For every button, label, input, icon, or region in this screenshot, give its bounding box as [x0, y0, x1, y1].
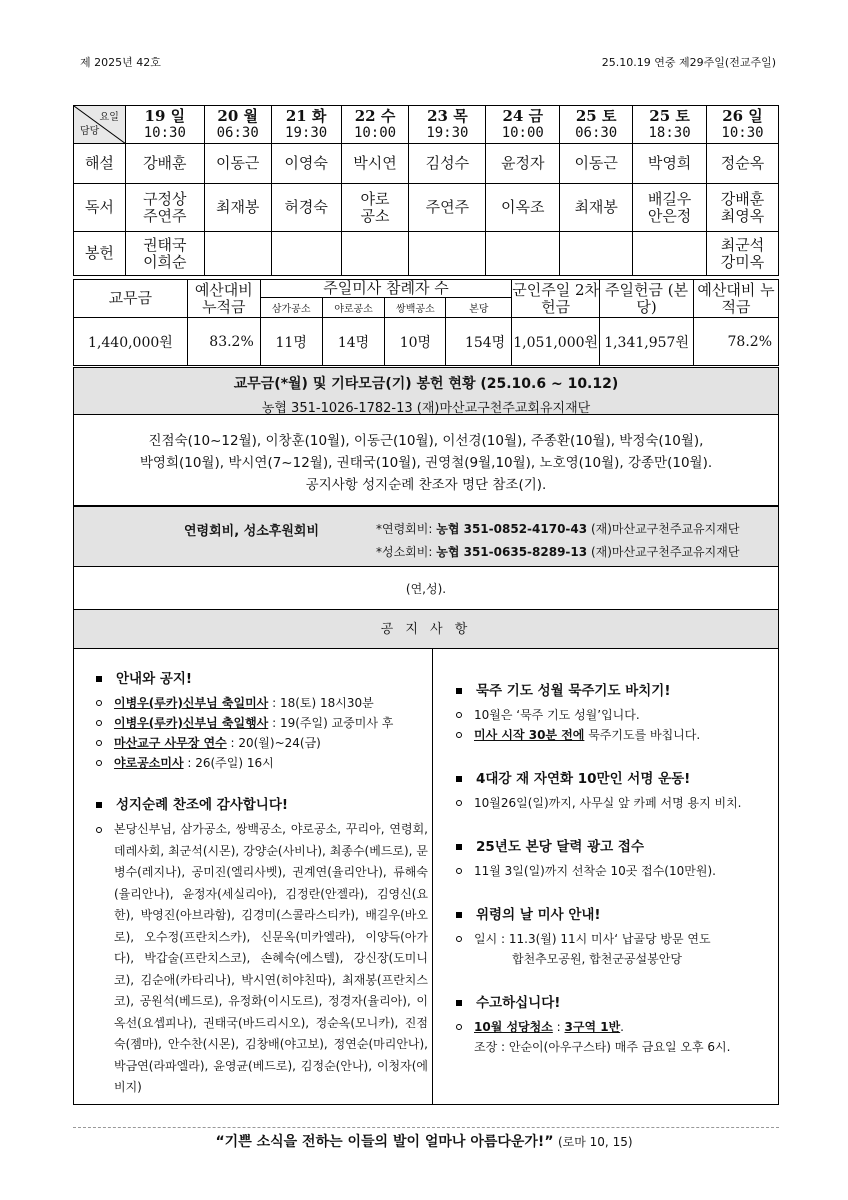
notice-section-title: [452, 679, 770, 699]
day-time: 06:30: [216, 124, 259, 141]
finance-table: [73, 279, 779, 366]
day-header: [204, 106, 271, 144]
schedule-cell: [409, 144, 486, 184]
notice-item-continued: 조장 : 안순이(아우구스타) 매주 금요일 오후 6시.: [474, 1040, 731, 1054]
schedule-row: [74, 144, 779, 184]
day-name: 25 토: [575, 106, 617, 125]
circle-bullet-icon: [456, 712, 462, 718]
notice-item-text: : 26(주일) 16시: [183, 756, 274, 770]
membership-account: 농협 351-0852-4170-43: [436, 522, 588, 536]
day-name: 20 월: [217, 106, 258, 125]
assignee-name: 배길우: [647, 189, 692, 208]
square-bullet-icon: [456, 912, 462, 918]
assignee-name: 이영숙: [284, 154, 328, 172]
day-time: 18:30: [648, 124, 691, 141]
assignee-name: 주연주: [425, 198, 470, 216]
notice-section-text: 4대강 재 자연화 10만인 서명 운동!: [476, 771, 691, 787]
schedule-cell: [341, 184, 409, 232]
schedule-cell: [707, 184, 779, 232]
schedule-cell: [271, 232, 341, 276]
budget-header-1: 예산대비 누적금: [187, 280, 260, 318]
notice-item: [452, 929, 770, 949]
circle-bullet-icon: [456, 1024, 462, 1030]
budget-value-1: 83.2%: [187, 318, 260, 366]
day-name: 22 수: [354, 106, 396, 125]
schedule-body: [74, 144, 779, 276]
notices-body: [73, 648, 779, 1105]
notice-section-title: [92, 793, 428, 813]
schedule-cell: [341, 144, 409, 184]
notice-item-text: 10월26일(일)까지, 사무실 앞 카페 서명 용지 비치.: [474, 796, 742, 810]
day-time: 10:00: [353, 124, 397, 141]
notice-item-emphasis: 마산교구 사무장 연수: [114, 736, 227, 750]
schedule-role: 독서: [74, 184, 126, 232]
schedule-row: [74, 184, 779, 232]
notices-right-column: [452, 657, 770, 1057]
corner-role-label: 담당: [80, 126, 100, 137]
kyomu-value: 1,440,000원: [74, 318, 188, 366]
assignee-name: 최재봉: [215, 198, 260, 216]
circle-bullet-icon: [96, 760, 102, 766]
notice-item-text: :: [552, 1020, 565, 1034]
budget-header-2: 예산대비 누적금: [694, 280, 779, 318]
day-name: 25 토: [649, 106, 690, 125]
day-header: [633, 106, 707, 144]
footer-quote: [0, 1131, 848, 1151]
schedule-cell: [486, 232, 560, 276]
notice-item: [452, 705, 770, 725]
notice-item: [92, 733, 428, 753]
schedule-cell: [633, 144, 707, 184]
circle-bullet-icon: [96, 740, 102, 746]
notice-item-text: 10월은 ‘묵주 기도 성월’입니다.: [474, 708, 640, 722]
assignee-name: 이희순: [143, 252, 187, 271]
square-bullet-icon: [456, 1000, 462, 1006]
quote-reference: (로마 10, 15): [557, 1135, 633, 1149]
assignee-name: 최재봉: [574, 198, 618, 216]
schedule-cell: [204, 232, 271, 276]
notice-item: [92, 713, 428, 733]
schedule-cell: [409, 184, 486, 232]
assignee-name: 권태국: [143, 235, 187, 254]
assignee-name: 안은정: [647, 206, 692, 225]
schedule-cell: [125, 232, 204, 276]
schedule-cell: [560, 144, 633, 184]
attendance-value: 11명: [260, 318, 322, 366]
circle-bullet-icon: [96, 720, 102, 726]
notice-item: [92, 693, 428, 713]
attendance-value: 154명: [446, 318, 512, 366]
membership-list: (연,성).: [73, 566, 779, 610]
notices-title: 공 지 사 항: [73, 609, 779, 649]
membership-line-1: [376, 520, 739, 537]
notice-item-emphasis: 야로공소미사: [114, 756, 184, 770]
offering-line: 진점숙(10~12월), 이창훈(10월), 이동근(10월), 이선경(10월), 주종환(10월), 박정숙(10월),: [148, 433, 704, 449]
notice-item-continued: 합천추모공원, 합천군공설봉안당: [512, 952, 682, 966]
schedule-cell: [560, 232, 633, 276]
offering-header: [73, 367, 779, 415]
day-header: [486, 106, 560, 144]
day-header: [125, 106, 204, 144]
square-bullet-icon: [456, 688, 462, 694]
notice-item-emphasis: 10월 성당청소: [474, 1020, 553, 1034]
notice-section-text: 묵주 기도 성월 묵주기도 바치기!: [476, 683, 671, 699]
offering-line: 공지사항 성지순례 찬조자 명단 참조(기).: [305, 477, 547, 493]
schedule-cell: [125, 184, 204, 232]
schedule-cell: [633, 232, 707, 276]
notice-item-text: .: [620, 1020, 624, 1034]
notice-section-text: 안내와 공지!: [116, 671, 193, 687]
corner-day-label: 요일: [99, 112, 119, 123]
schedule-cell: [125, 144, 204, 184]
day-time: 10:30: [143, 124, 186, 141]
schedule-cell: [707, 232, 779, 276]
square-bullet-icon: [96, 676, 102, 682]
assignee-name: 강미옥: [720, 252, 765, 271]
schedule-cell: [341, 232, 409, 276]
notice-item-emphasis: 미사 시작 30분 전에: [474, 728, 585, 742]
offering-account: 농협 351-1026-1782-13 (재)마산교구천주교회유지재단: [261, 401, 591, 416]
notice-section-text: 수고하십니다!: [476, 995, 561, 1011]
day-header: [409, 106, 486, 144]
assignee-name: 강배훈: [720, 189, 765, 208]
day-time: 19:30: [285, 124, 328, 141]
notice-item-text: 일시 : 11.3(월) 11시 미사‘ 납골당 방문 연도: [474, 932, 711, 946]
membership-title: 연령회비, 성소후원회비: [184, 524, 320, 539]
notice-section-title: [92, 667, 428, 687]
issue-date: 25.10.19 연중 제29주일(전교주일): [601, 56, 776, 69]
schedule-role: 해설: [74, 144, 126, 184]
membership-label: *성소회비:: [376, 545, 433, 559]
attendance-subheader: 야로공소: [322, 298, 385, 318]
membership-account: 농협 351-0635-8289-13: [436, 545, 588, 559]
day-name: 23 목: [427, 106, 468, 125]
square-bullet-icon: [456, 844, 462, 850]
schedule-row: [74, 232, 779, 276]
circle-bullet-icon: [456, 732, 462, 738]
notices-left-column: [92, 657, 428, 1099]
notice-item-emphasis: 이병우(루카)신부님 축일행사: [114, 716, 269, 730]
notices-divider: [432, 649, 433, 1104]
schedule-cell: [633, 184, 707, 232]
assignee-name: 이동근: [215, 154, 260, 172]
day-time: 19:30: [426, 124, 469, 141]
attendance-subheader: 쌍백공소: [385, 298, 446, 318]
schedule-cell: [486, 144, 560, 184]
membership-line-2: [376, 543, 739, 560]
assignee-name: 허경숙: [284, 198, 328, 216]
membership-label: *연령회비:: [376, 522, 433, 536]
membership-header: [73, 506, 779, 567]
day-time: 10:00: [501, 124, 544, 141]
notice-item-text: 11월 3일(일)까지 선착순 10곳 접수(10만원).: [474, 864, 716, 878]
attendance-subheader: 본당: [446, 298, 512, 318]
assignee-name: 윤정자: [501, 154, 545, 172]
notice-item-emphasis: 3구역 1반: [564, 1020, 621, 1034]
issue-number: 제 2025년 42호: [80, 56, 161, 69]
sunday-offering-value: 1,341,957원: [600, 318, 694, 366]
attendance-subheader: 삼가공소: [260, 298, 322, 318]
attendance-value: 14명: [322, 318, 385, 366]
circle-bullet-icon: [456, 800, 462, 806]
sunday-offering-header: 주일헌금 (본당): [600, 280, 694, 318]
circle-bullet-icon: [456, 936, 462, 942]
square-bullet-icon: [96, 802, 102, 808]
assignee-name: 강배훈: [143, 154, 187, 172]
notice-item: [452, 725, 770, 745]
notice-item: [92, 753, 428, 773]
notice-section-text: 위령의 날 미사 안내!: [476, 907, 601, 923]
day-header: [560, 106, 633, 144]
army-offering-value: 1,051,000원: [512, 318, 600, 366]
army-offering-header: 군인주일 2차헌금: [512, 280, 600, 316]
day-header: [341, 106, 409, 144]
notice-section-title: [452, 991, 770, 1011]
notice-section-text: 성지순례 찬조에 감사합니다!: [116, 797, 289, 813]
assignee-name: 주연주: [143, 206, 187, 225]
kyomu-header: 교무금: [74, 280, 188, 318]
schedule-cell: [204, 144, 271, 184]
schedule-cell: [560, 184, 633, 232]
notice-item: [452, 793, 770, 813]
assignee-name: 이동근: [574, 154, 618, 172]
assignee-name: 최영옥: [720, 206, 765, 225]
notice-item: [452, 1017, 770, 1037]
budget-value-2: 78.2%: [694, 318, 779, 366]
assignee-name: 박영희: [647, 154, 692, 172]
notice-item: [452, 861, 770, 881]
notice-section-title: [452, 767, 770, 787]
day-header: [707, 106, 779, 144]
assignee-name: 정순옥: [720, 154, 765, 172]
schedule-cell: [271, 184, 341, 232]
schedule-table: [73, 105, 779, 276]
assignee-name: 야로: [360, 189, 390, 208]
footer-divider: [73, 1127, 779, 1128]
day-time: 06:30: [575, 124, 618, 141]
day-header: [271, 106, 341, 144]
schedule-role: 봉헌: [74, 232, 126, 276]
notice-item-text: 묵주기도를 바칩니다.: [584, 728, 701, 742]
attendance-value: 10명: [385, 318, 446, 366]
circle-bullet-icon: [456, 868, 462, 874]
notice-section-title: [452, 903, 770, 923]
assignee-name: 공소: [360, 206, 390, 225]
offering-line: 박영희(10월), 박시연(7~12월), 권태국(10월), 권영철(9월,10월), 노호영(10월), 강종만(10월).: [139, 455, 713, 471]
schedule-cell: [204, 184, 271, 232]
square-bullet-icon: [456, 776, 462, 782]
schedule-cell: [271, 144, 341, 184]
notice-section-title: [452, 835, 770, 855]
day-time: 10:30: [721, 124, 764, 141]
assignee-name: 최군석: [720, 235, 765, 254]
donor-list-text: 본당신부님, 삼가공소, 쌍백공소, 야로공소, 꾸리아, 연령회, 데레사회, 최군석(시몬), 강양순(사비나), 최종수(베드로), 문병수(레지나), 공미진(엘리사벳), 권계연(율리안나), 류해숙(율리안나), 윤정자(세실리아), 김정란(안젤라), 김영신(요한), 박영진(아브라함), 김경미(스콜라스티카), 배길우(바오로), 오수정(프란치스카), 신문옥(미카엘라), 이양득(아가다), 박갑술(프란치스코), 손혜숙(에스텔), 강신장(도미니코), 김순애(카타리나), 박시연(히야친따), 최재봉(프란치스코), 공원석(베드로), 유정화(이시도르), 정경자(율리아), 이옥선(요셉피나), 권태국(바드리시오), 정순옥(모니카), 진점숙(젬마), 안수찬(시몬), 김창배(야고보), 정연순(마리안나), 박금연(라파엘라), 윤영균(베드로), 김정순(안나), 이청자(에비지): [114, 822, 428, 1094]
assignee-name: 구정상: [143, 189, 187, 208]
schedule-cell: [486, 184, 560, 232]
schedule-corner-cell: [74, 106, 126, 144]
circle-bullet-icon: [96, 827, 102, 833]
pilgrimage-donor-list: [92, 819, 428, 1099]
assignee-name: 이옥조: [501, 198, 545, 216]
membership-org: (재)마산교구천주교유지재단: [590, 522, 740, 536]
notice-section-text: 25년도 본당 달력 광고 접수: [476, 839, 644, 855]
schedule-cell: [707, 144, 779, 184]
day-name: 26 일: [722, 106, 763, 125]
assignee-name: 김성수: [425, 154, 470, 172]
schedule-cell: [409, 232, 486, 276]
day-name: 24 금: [502, 106, 544, 125]
offering-list: [73, 414, 779, 506]
offering-title: 교무금(*월) 및 기타모금(기) 봉헌 현황 (25.10.6 ~ 10.12): [233, 376, 619, 392]
notice-item-text: : 19(주일) 교중미사 후: [268, 716, 394, 730]
day-name: 21 화: [285, 106, 327, 125]
circle-bullet-icon: [96, 700, 102, 706]
membership-org: (재)마산교구천주교유지재단: [590, 545, 740, 559]
notice-item-text: : 20(월)~24(금): [226, 736, 321, 750]
day-name: 19 일: [144, 106, 186, 125]
quote-text: “기쁜 소식을 전하는 이들의 발이 얼마나 아름다운가!”: [215, 1134, 554, 1150]
assignee-name: 박시연: [353, 154, 397, 172]
notice-item-emphasis: 이병우(루카)신부님 축일미사: [114, 696, 269, 710]
notice-item-text: : 18(토) 18시30분: [268, 696, 374, 710]
attendance-header: 주일미사 참례자 수: [260, 280, 511, 298]
